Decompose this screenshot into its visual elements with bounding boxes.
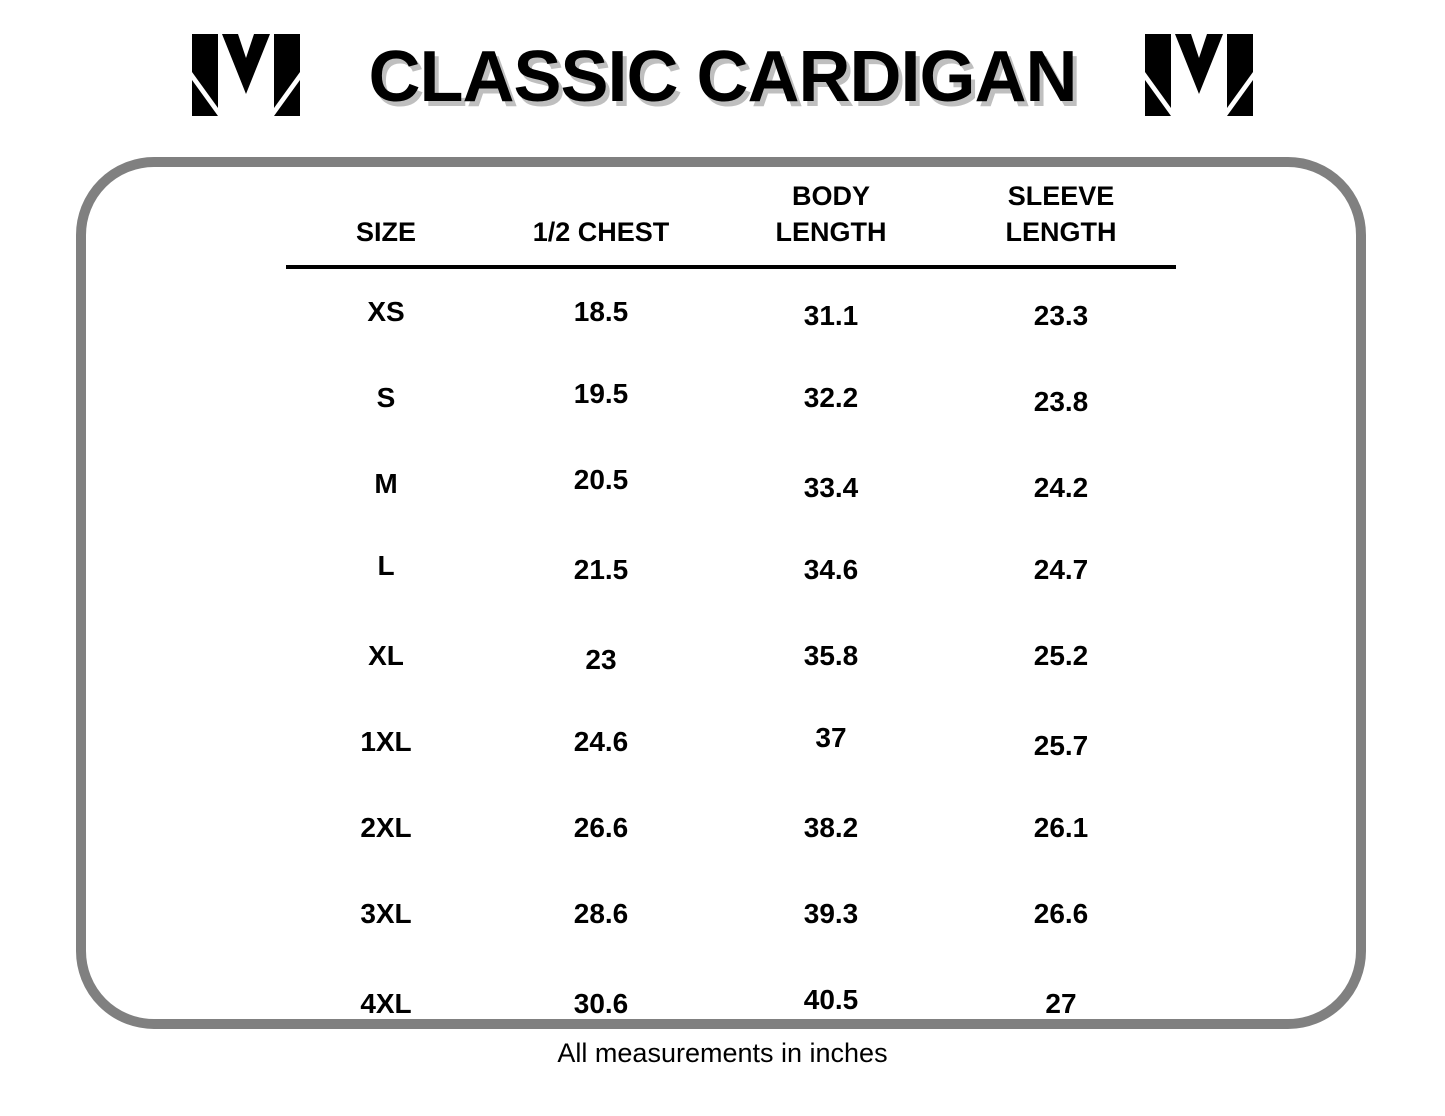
cell-sleeve-length: 23.3 xyxy=(1033,299,1089,331)
table-row xyxy=(286,871,1176,957)
column-header-size: SIZE xyxy=(355,217,416,248)
chevron-monogram-logo-left xyxy=(192,34,300,120)
chevron-monogram-logo-right xyxy=(1145,34,1253,120)
column-header-sleeve-length-line1: SLEEVE xyxy=(1007,181,1115,211)
size-table xyxy=(286,178,1176,1043)
column-header-sleeve-length xyxy=(946,178,1176,267)
table-row xyxy=(286,441,1176,527)
cell-half-chest: 26.6 xyxy=(573,811,629,843)
cell-size: S xyxy=(376,381,396,413)
page-header xyxy=(0,22,1445,132)
table-row xyxy=(286,613,1176,699)
cell-size: 1XL xyxy=(360,725,412,757)
cell-sleeve-length: 25.2 xyxy=(1033,639,1089,671)
cell-sleeve-length: 26.6 xyxy=(1033,897,1089,929)
cell-body-length: 39.3 xyxy=(803,897,859,929)
cell-sleeve-length: 24.2 xyxy=(1033,471,1089,503)
table-row xyxy=(286,355,1176,441)
table-row xyxy=(286,527,1176,613)
cell-sleeve-length: 27 xyxy=(1045,987,1077,1019)
cell-sleeve-length: 24.7 xyxy=(1033,553,1089,585)
cell-size: XL xyxy=(368,639,404,671)
cell-half-chest: 20.5 xyxy=(573,463,629,495)
table-header-row xyxy=(286,178,1176,267)
column-header-body-length-line2: LENGTH xyxy=(775,217,887,248)
cell-sleeve-length: 25.7 xyxy=(1033,729,1089,761)
table-body xyxy=(286,267,1176,1043)
page-title: CLASSIC CARDIGAN xyxy=(368,37,1077,117)
cell-body-length: 38.2 xyxy=(803,811,859,843)
table-row xyxy=(286,699,1176,785)
cell-body-length: 35.8 xyxy=(803,639,859,671)
cell-body-length: 32.2 xyxy=(803,381,859,413)
table-row xyxy=(286,957,1176,1043)
cell-body-length: 34.6 xyxy=(803,553,859,585)
size-table-container xyxy=(286,178,1176,1043)
table-row xyxy=(286,785,1176,871)
column-header-sleeve-length-line2: LENGTH xyxy=(1005,217,1117,248)
cell-half-chest: 30.6 xyxy=(573,987,629,1019)
column-header-half-chest: 1/2 CHEST xyxy=(532,217,670,248)
column-header-body-length xyxy=(716,178,946,267)
cell-sleeve-length: 23.8 xyxy=(1033,385,1089,417)
cell-size: 3XL xyxy=(360,897,412,929)
cell-body-length: 40.5 xyxy=(803,983,859,1015)
cell-half-chest: 18.5 xyxy=(573,295,629,327)
cell-size: XS xyxy=(367,295,405,327)
cell-body-length: 31.1 xyxy=(803,299,859,331)
cell-size: 4XL xyxy=(360,987,412,1019)
measurement-units-note: All measurements in inches xyxy=(557,1038,888,1068)
cell-size: M xyxy=(374,467,398,499)
cell-half-chest: 21.5 xyxy=(573,553,629,585)
table-row xyxy=(286,267,1176,355)
cell-half-chest: 24.6 xyxy=(573,725,629,757)
cell-size: 2XL xyxy=(360,811,412,843)
cell-body-length: 33.4 xyxy=(803,471,859,503)
cell-size: L xyxy=(377,549,395,581)
cell-half-chest: 23 xyxy=(585,643,617,675)
cell-body-length: 37 xyxy=(815,721,847,753)
cell-half-chest: 28.6 xyxy=(573,897,629,929)
table-header xyxy=(286,178,1176,267)
cell-half-chest: 19.5 xyxy=(573,377,629,409)
column-header-body-length-line1: BODY xyxy=(791,181,870,211)
cell-sleeve-length: 26.1 xyxy=(1033,811,1089,843)
